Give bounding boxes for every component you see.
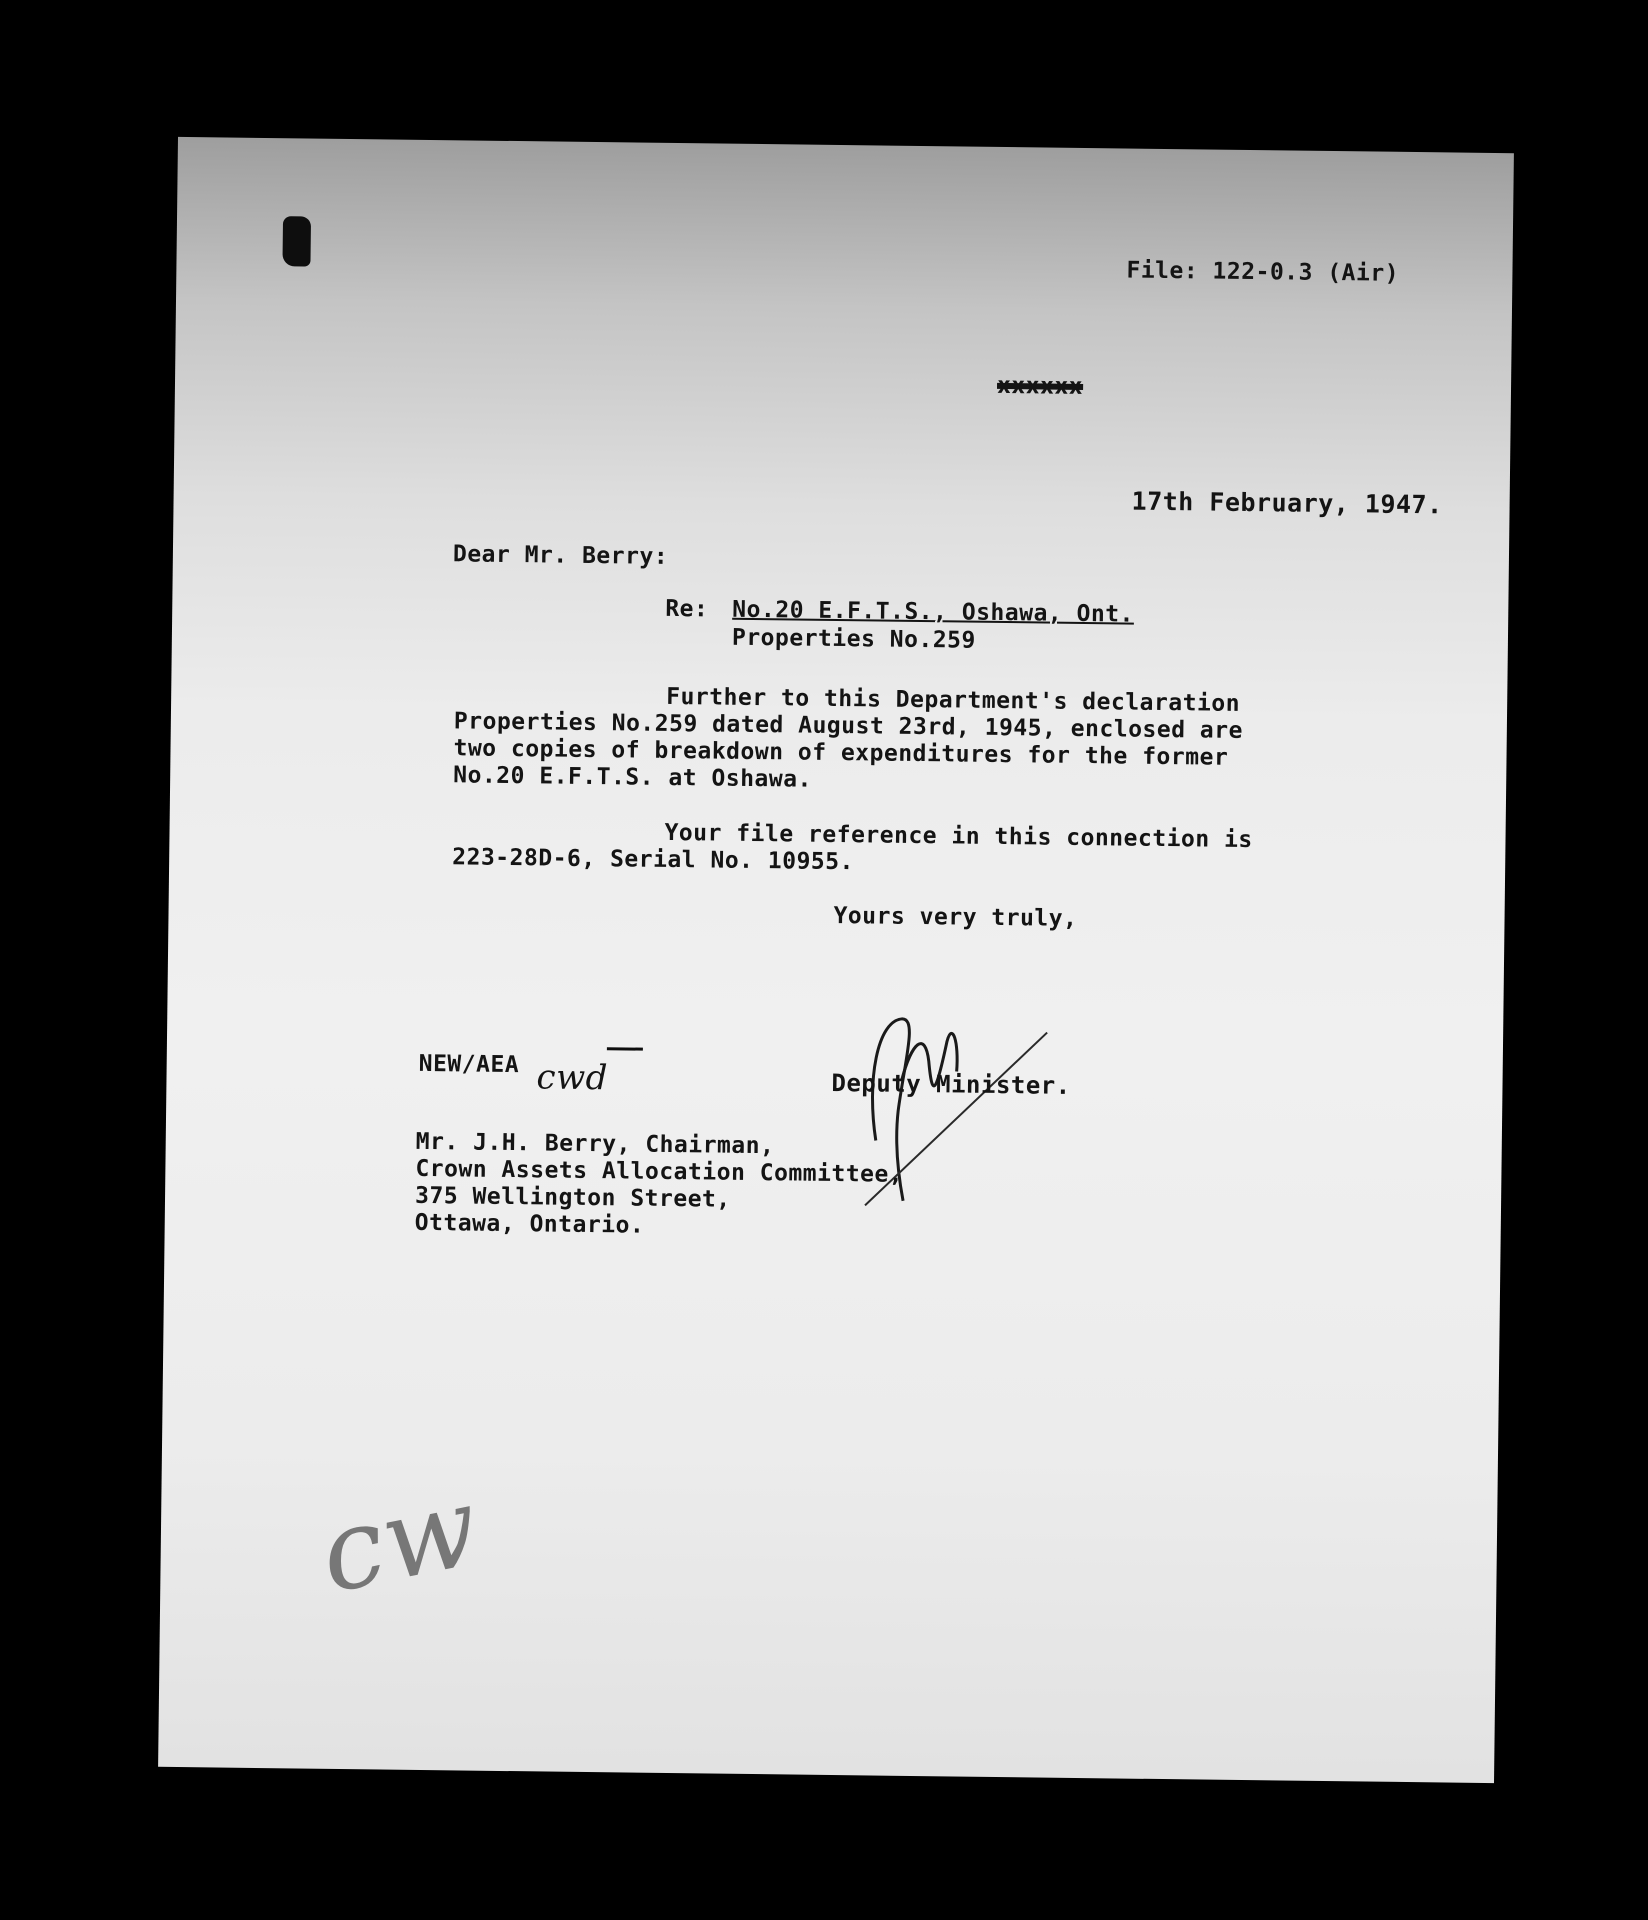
paragraph-1-line-3: two copies of breakdown of expenditures for the former xyxy=(453,735,1229,771)
file-reference: File: 122-0.3 (Air) xyxy=(1126,257,1400,287)
address-line-1: Mr. J.H. Berry, Chairman, xyxy=(415,1128,775,1160)
signature-title: Deputy Minister. xyxy=(831,1068,1071,1100)
paragraph-1-line-2: Properties No.259 dated August 23rd, 1945, enclosed are xyxy=(453,708,1244,744)
punch-hole-mark xyxy=(282,216,311,266)
address-line-3: 375 Wellington Street, xyxy=(414,1182,731,1213)
address-line-4: Ottawa, Ontario. xyxy=(414,1209,645,1239)
address-line-2: Crown Assets Allocation Committee, xyxy=(415,1155,904,1188)
paragraph-2-line-1: Your file reference in this connection is xyxy=(664,819,1253,854)
salutation: Dear Mr. Berry: xyxy=(452,541,669,570)
margin-handwriting: cw xyxy=(309,1461,489,1618)
paragraph-1-line-1: Further to this Department's declaration xyxy=(666,683,1241,717)
letter-date: 17th February, 1947. xyxy=(1131,486,1443,520)
typist-initials: NEW/AEA xyxy=(418,1050,520,1079)
re-subject-line-1: No.20 E.F.T.S., Oshawa, Ont. xyxy=(732,596,1135,628)
handwritten-initials: cwd xyxy=(536,1057,609,1099)
letter-page xyxy=(158,137,1514,1783)
struck-out-mark: xxxxxx xyxy=(996,372,1084,400)
paragraph-1-line-4: No.20 E.F.T.S. at Oshawa. xyxy=(453,762,813,793)
ink-dash xyxy=(607,1047,643,1050)
paragraph-2-line-2: 223-28D-6, Serial No. 10955. xyxy=(452,844,855,876)
re-label: Re: xyxy=(665,595,709,623)
closing: Yours very truly, xyxy=(833,902,1078,932)
re-subject-line-2: Properties No.259 xyxy=(731,624,976,654)
